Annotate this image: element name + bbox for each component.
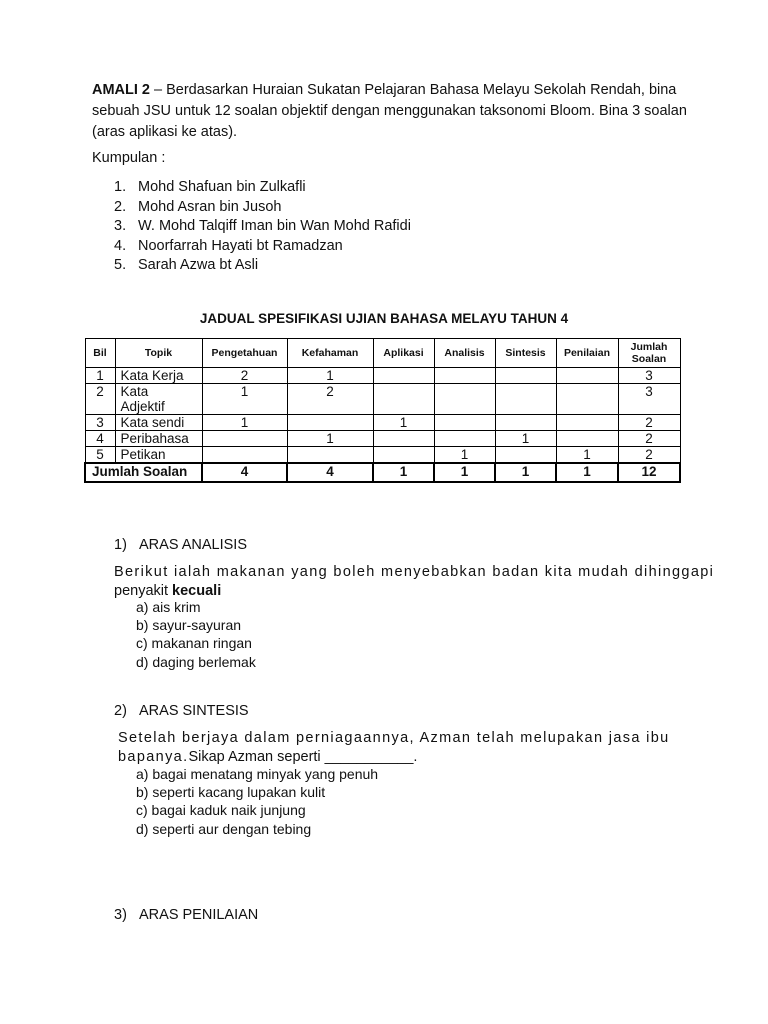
cell-total: 3 (618, 368, 680, 384)
question-3-heading (114, 907, 258, 923)
cell-bil: 1 (85, 368, 115, 384)
cell-total: 2 (618, 431, 680, 447)
question-level: ARAS SINTESIS (139, 703, 249, 719)
cell-value (556, 431, 618, 447)
header-aplikasi: Aplikasi (373, 339, 434, 368)
member-name: Mohd Shafuan bin Zulkafli (138, 179, 306, 195)
list-item (114, 198, 411, 218)
total-value: 1 (373, 463, 434, 482)
member-name: Sarah Azwa bt Asli (138, 257, 259, 273)
cell-value (556, 368, 618, 384)
cell-topik: Kata sendi (115, 415, 202, 431)
question-2-heading (114, 703, 249, 719)
cell-value: 1 (373, 415, 434, 431)
cell-bil: 5 (85, 447, 115, 464)
question-line: Berikut ialah makanan yang boleh menyebabkan badan kita mudah dihinggapi (114, 564, 715, 580)
cell-value: 1 (202, 384, 287, 415)
cell-value: 1 (434, 447, 495, 464)
cell-topik (115, 384, 202, 415)
cell-value (373, 384, 434, 415)
table-row (85, 368, 680, 384)
header-kefahaman: Kefahaman (287, 339, 373, 368)
header-jumlah: Jumlah (630, 341, 668, 353)
cell-value (495, 368, 556, 384)
cell-topik: Peribahasa (115, 431, 202, 447)
total-value: 1 (495, 463, 556, 482)
cell-value (202, 447, 287, 464)
option-item: b) sayur-sayuran (136, 617, 242, 634)
member-name: Noorfarrah Hayati bt Ramadzan (138, 237, 343, 254)
list-item (114, 217, 411, 237)
cell-topik: Kata Kerja (115, 368, 202, 384)
header-topik: Topik (115, 339, 202, 368)
question-text-part: bapanya. (118, 749, 189, 765)
table-row (85, 447, 680, 464)
cell-topik: Petikan (115, 447, 202, 464)
emphasis-word: kecuali (172, 583, 222, 599)
list-number: 4. (114, 237, 127, 254)
cell-value (434, 384, 495, 415)
cell-value (556, 415, 618, 431)
member-name: Mohd Asran bin Jusoh (138, 198, 282, 215)
header-analisis: Analisis (434, 339, 495, 368)
header-penilaian: Penilaian (556, 339, 618, 368)
option-item: b) seperti kacang lupakan kulit (136, 784, 326, 801)
question-text-part: Sikap Azman seperti ___________. (188, 749, 418, 765)
option-item: a) bagai menatang minyak yang penuh (136, 766, 379, 782)
topic-line: Adjektif (120, 399, 165, 414)
cell-value: 1 (287, 368, 373, 384)
cell-value (556, 384, 618, 415)
header-soalan: Soalan (631, 353, 667, 365)
list-number: 5. (114, 257, 127, 273)
total-value: 4 (202, 463, 287, 482)
table-title: JADUAL SPESIFIKASI UJIAN BAHASA MELAYU TAHUN 4 (199, 311, 569, 326)
question-level: ARAS ANALISIS (139, 537, 247, 553)
cell-total: 2 (618, 415, 680, 431)
table-row (85, 415, 680, 431)
exercise-label: AMALI 2 (92, 82, 150, 98)
member-name: W. Mohd Talqiff Iman bin Wan Mohd Rafidi (138, 218, 411, 234)
list-number: 3. (114, 218, 127, 234)
list-item (114, 256, 411, 276)
header-sintesis: Sintesis (495, 339, 556, 368)
header-pengetahuan: Pengetahuan (202, 339, 287, 368)
table-total-row (85, 463, 680, 482)
question-1-text (114, 563, 714, 601)
option-item: c) makanan ringan (136, 635, 252, 652)
cell-bil: 3 (85, 415, 115, 431)
cell-value (495, 415, 556, 431)
question-number: 1) (114, 537, 127, 553)
cell-bil: 4 (85, 431, 115, 447)
table-row (85, 384, 680, 415)
question-level: ARAS PENILAIAN (139, 907, 259, 923)
total-value: 1 (434, 463, 495, 482)
cell-value (287, 415, 373, 431)
question-text-part: penyakit (114, 583, 173, 599)
question-1-heading (114, 537, 247, 553)
question-2-options (136, 765, 378, 838)
question-1-options (136, 598, 256, 671)
total-value: 1 (556, 463, 618, 482)
total-value: 4 (287, 463, 373, 482)
cell-total: 2 (618, 447, 680, 464)
topic-line: Kata (120, 384, 149, 399)
cell-value (495, 384, 556, 415)
cell-bil: 2 (85, 384, 115, 415)
list-item (114, 178, 411, 198)
cell-value: 1 (287, 431, 373, 447)
option-item: d) daging berlemak (136, 653, 256, 670)
group-label: Kumpulan : (92, 150, 166, 166)
cell-value: 1 (495, 431, 556, 447)
total-label: Jumlah Soalan (85, 463, 202, 482)
table-row (85, 431, 680, 447)
question-number: 3) (114, 907, 127, 923)
cell-value (434, 431, 495, 447)
intro-paragraph (92, 80, 692, 143)
question-2-text (118, 729, 670, 767)
list-number: 1. (114, 179, 127, 195)
cell-value (287, 447, 373, 464)
cell-value: 2 (202, 368, 287, 384)
question-number: 2) (114, 703, 127, 719)
question-line: Setelah berjaya dalam perniagaannya, Azman telah melupakan jasa ibu (118, 730, 670, 746)
option-item: c) bagai kaduk naik junjung (136, 802, 306, 819)
cell-value: 1 (556, 447, 618, 464)
member-list (114, 178, 411, 276)
option-item: a) ais krim (136, 599, 201, 615)
cell-value (434, 368, 495, 384)
list-number: 2. (114, 198, 127, 215)
cell-value (202, 431, 287, 447)
cell-value (373, 431, 434, 447)
cell-value (373, 368, 434, 384)
intro-text: – Berdasarkan Huraian Sukatan Pelajaran Bahasa Melayu Sekolah Rendah, bina sebuah JSU untuk 12 soalan objektif dengan menggunakan taksonomi Bloom. Bina 3 soalan (aras aplikasi ke atas). (92, 82, 687, 140)
cell-value (434, 415, 495, 431)
specification-table (84, 338, 681, 483)
cell-total: 3 (618, 384, 680, 415)
option-item: d) seperti aur dengan tebing (136, 820, 312, 837)
table-header-row (85, 339, 680, 368)
cell-value (495, 447, 556, 464)
header-bil: Bil (85, 339, 115, 368)
grand-total: 12 (618, 463, 680, 482)
cell-value (373, 447, 434, 464)
header-jumlah-soalan (618, 339, 680, 368)
cell-value: 2 (287, 384, 373, 415)
cell-value: 1 (202, 415, 287, 431)
list-item (114, 237, 411, 257)
